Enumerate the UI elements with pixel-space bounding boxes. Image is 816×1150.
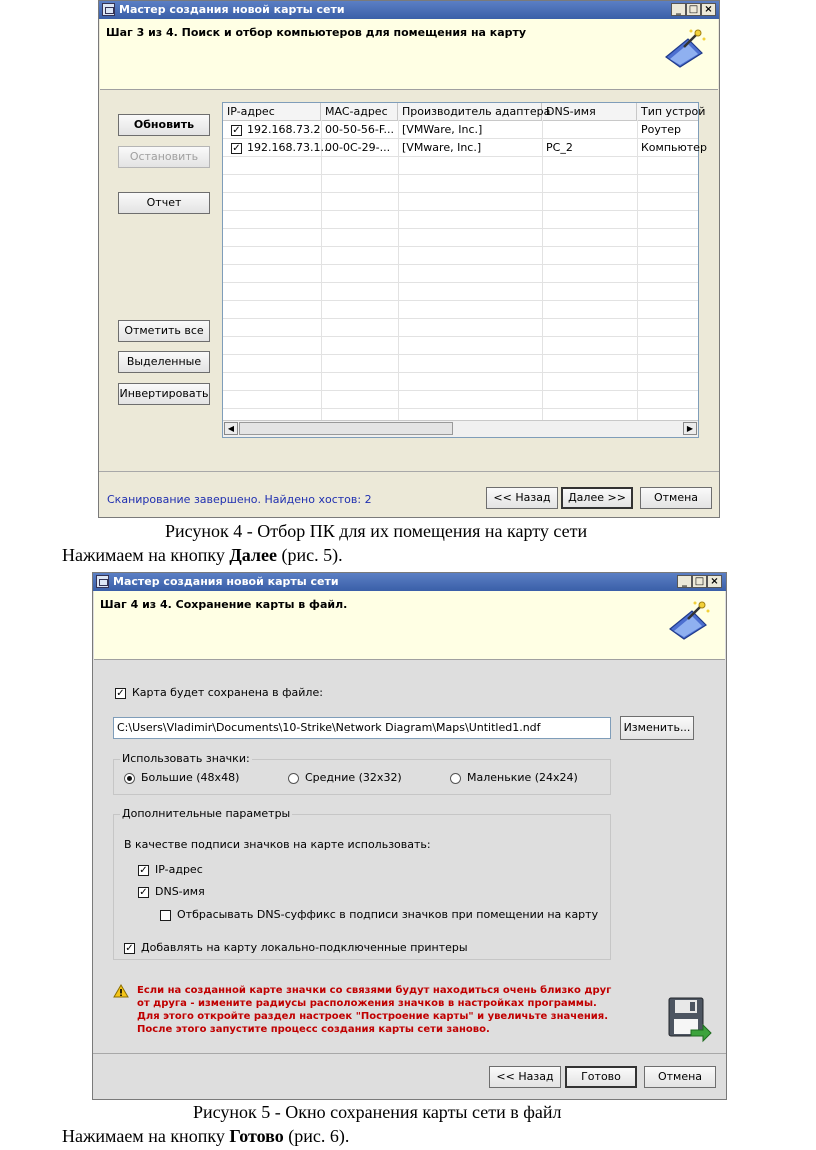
- vendor-cell: [VMware, Inc.]: [402, 141, 482, 154]
- paragraph-text: (рис. 6).: [283, 1126, 350, 1146]
- window-title: Мастер создания новой карты сети: [113, 575, 339, 588]
- grid-line: [223, 246, 698, 247]
- close-button[interactable]: ×: [701, 3, 716, 16]
- type-cell: Компьютер: [641, 141, 707, 154]
- dns-cell: [542, 121, 637, 139]
- stop-button[interactable]: Остановить: [118, 146, 210, 168]
- row-checkbox[interactable]: ✓: [232, 143, 241, 154]
- paragraph-text: Нажимаем на кнопку: [62, 545, 230, 565]
- ip-cell: 192.168.73.1...: [247, 141, 331, 154]
- ip-checkbox-label: IP-адрес: [155, 863, 203, 876]
- grid-line: [398, 120, 399, 423]
- column-header[interactable]: Производитель адаптера: [398, 103, 542, 120]
- table-row[interactable]: [223, 121, 698, 139]
- radio-label: Большие (48x48): [141, 771, 240, 784]
- group-legend: Использовать значки:: [122, 752, 250, 765]
- grid-line: [223, 318, 698, 319]
- grid-line: [223, 264, 698, 265]
- dns-checkbox[interactable]: ✓: [139, 887, 148, 898]
- warning-icon: [113, 984, 129, 998]
- file-path-field[interactable]: C:\Users\Vladimir\Documents\10-Strike\Network Diagram\Maps\Untitled1.ndf: [113, 717, 611, 739]
- paragraph-text: Нажимаем на кнопку: [62, 1126, 230, 1146]
- window-title: Мастер создания новой карты сети: [119, 3, 345, 16]
- paragraph-bold: Готово: [229, 1126, 284, 1146]
- radio-large[interactable]: [124, 773, 135, 784]
- warning-line: от друга - измените радиусы расположения значков в настройках программы.: [137, 998, 597, 1009]
- back-button[interactable]: << Назад: [486, 487, 558, 509]
- grid-line: [637, 120, 638, 423]
- figure-caption: Рисунок 4 - Отбор ПК для их помещения на карту сети: [165, 521, 588, 541]
- grid-line: [542, 120, 543, 423]
- minimize-button[interactable]: _: [677, 575, 692, 588]
- step-title: Шаг 3 из 4. Поиск и отбор компьютеров для помещения на карту: [106, 26, 527, 39]
- refresh-button[interactable]: Обновить: [118, 114, 210, 136]
- grid-line: [223, 210, 698, 211]
- column-header[interactable]: Тип устрой: [641, 105, 706, 118]
- column-header[interactable]: DNS-имя: [542, 103, 637, 120]
- scrollbar-thumb[interactable]: [239, 422, 453, 435]
- grid-line: [223, 372, 698, 373]
- back-button[interactable]: << Назад: [489, 1066, 561, 1088]
- dns-checkbox-label: DNS-имя: [155, 885, 205, 898]
- column-header[interactable]: IP-адрес: [223, 103, 321, 120]
- mac-cell: 00-0C-29-...: [325, 141, 391, 154]
- close-button[interactable]: ×: [707, 575, 722, 588]
- grid-line: [223, 408, 698, 409]
- save-to-file-label: Карта будет сохранена в файле:: [132, 686, 323, 699]
- radio-small[interactable]: [450, 773, 461, 784]
- maximize-button[interactable]: □: [686, 3, 701, 16]
- warning-line: Для этого откройте раздел настроек "Построение карты" и увеличьте значения.: [137, 1011, 609, 1022]
- figure-caption: Рисунок 5 - Окно сохранения карты сети в файл: [193, 1102, 562, 1122]
- warning-line: После этого запустите процесс создания карты сети заново.: [137, 1024, 490, 1035]
- warning-line: Если на созданной карте значки со связями будут находиться очень близко друг: [137, 985, 612, 996]
- divider: [93, 1053, 726, 1054]
- finish-button[interactable]: Готово: [565, 1066, 637, 1088]
- scroll-right-icon[interactable]: ▶: [683, 422, 697, 435]
- paragraph-bold: Далее: [229, 545, 277, 565]
- grid-line: [223, 390, 698, 391]
- app-icon: [96, 575, 109, 588]
- grid-line: [223, 300, 698, 301]
- wizard-wand-icon: [662, 599, 714, 643]
- grid-line: [223, 282, 698, 283]
- grid-line: [223, 354, 698, 355]
- step-title: Шаг 4 из 4. Сохранение карты в файл.: [100, 598, 348, 611]
- save-disk-icon: [665, 996, 713, 1044]
- warning-text: [137, 984, 611, 1036]
- ip-cell: 192.168.73.2: [247, 123, 321, 136]
- title-bar: [93, 573, 726, 591]
- invert-button[interactable]: Инвертировать: [118, 383, 210, 405]
- caption-options-label: В качестве подписи значков на карте использовать:: [124, 838, 431, 851]
- grid-line: [321, 120, 322, 423]
- printers-checkbox-label: Добавлять на карту локально-подключенные принтеры: [141, 941, 468, 954]
- app-icon: [102, 3, 115, 16]
- report-button[interactable]: Отчет: [118, 192, 210, 214]
- wizard-wand-icon: [658, 27, 710, 71]
- type-cell: Роутер: [641, 123, 682, 136]
- dns-cell: PC_2: [546, 141, 573, 154]
- step-header: [94, 591, 725, 660]
- paragraph-text: (рис. 5).: [276, 545, 343, 565]
- group-legend: Дополнительные параметры: [122, 807, 291, 820]
- printers-checkbox[interactable]: ✓: [125, 943, 134, 954]
- check-all-button[interactable]: Отметить все: [118, 320, 210, 342]
- cancel-button[interactable]: Отмена: [644, 1066, 716, 1088]
- save-to-file-checkbox[interactable]: ✓: [116, 688, 125, 699]
- grid-line: [223, 228, 698, 229]
- title-bar: [99, 1, 719, 19]
- radio-medium[interactable]: [288, 773, 299, 784]
- horizontal-scrollbar[interactable]: [223, 420, 698, 437]
- column-header[interactable]: MAC-адрес: [321, 103, 398, 120]
- row-checkbox[interactable]: ✓: [232, 125, 241, 136]
- icon-size-group: [113, 752, 611, 795]
- grid-line: [223, 336, 698, 337]
- maximize-button[interactable]: □: [692, 575, 707, 588]
- table-header: [223, 103, 706, 121]
- hosts-table[interactable]: [222, 102, 707, 438]
- step-header: [100, 19, 718, 90]
- paragraph: [62, 545, 343, 566]
- radio-label: Маленькие (24x24): [467, 771, 578, 784]
- wizard-window-step4: [92, 572, 727, 1100]
- change-path-button[interactable]: Изменить...: [620, 716, 694, 740]
- cancel-button[interactable]: Отмена: [640, 487, 712, 509]
- next-button[interactable]: Далее >>: [561, 487, 633, 509]
- scan-status: Сканирование завершено. Найдено хостов: 2: [107, 493, 372, 506]
- vendor-cell: [VMWare, Inc.]: [402, 123, 483, 136]
- wizard-window-step3: [98, 0, 720, 518]
- divider: [99, 471, 719, 472]
- minimize-button[interactable]: _: [671, 3, 686, 16]
- extra-params-group: [113, 807, 611, 960]
- grid-line: [223, 192, 698, 193]
- mac-cell: 00-50-56-F...: [325, 123, 394, 136]
- table-row[interactable]: [223, 139, 707, 157]
- selected-button[interactable]: Выделенные: [118, 351, 210, 373]
- paragraph: [62, 1126, 349, 1147]
- strip-suffix-label: Отбрасывать DNS-суффикс в подписи значков при помещении на карту: [177, 908, 599, 921]
- scroll-left-icon[interactable]: ◀: [224, 422, 238, 435]
- radio-label: Средние (32x32): [305, 771, 402, 784]
- grid-line: [223, 174, 698, 175]
- strip-suffix-checkbox[interactable]: [160, 910, 171, 921]
- ip-checkbox[interactable]: ✓: [139, 865, 148, 876]
